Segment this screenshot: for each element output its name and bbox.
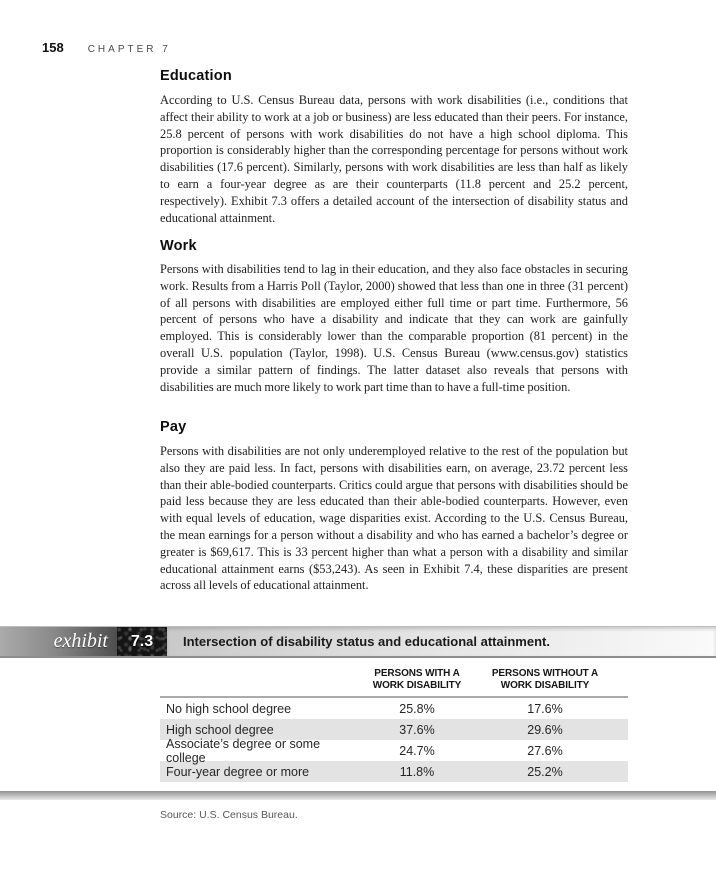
row-label: Associate’s degree or some college xyxy=(166,736,321,765)
exhibit-label-area xyxy=(0,627,117,656)
row-value-without: 17.6% xyxy=(527,701,563,716)
row-value-without: 29.6% xyxy=(527,722,563,737)
table-row xyxy=(160,761,628,782)
header-line: WORK DISABILITY xyxy=(372,679,462,691)
exhibit-title-area xyxy=(167,627,716,656)
work-heading: Work xyxy=(160,238,197,254)
row-label: High school degree xyxy=(166,722,274,737)
header-line: PERSONS WITHOUT A xyxy=(491,668,599,679)
exhibit-table xyxy=(160,668,628,782)
table-header-row xyxy=(160,668,628,698)
row-value-with: 24.7% xyxy=(399,743,435,758)
running-head xyxy=(42,40,171,55)
row-value-with: 37.6% xyxy=(399,722,435,737)
table-row xyxy=(160,698,628,719)
row-value-with: 11.8% xyxy=(399,764,435,779)
header-line: PERSONS WITH A xyxy=(374,668,460,679)
pay-paragraph: Persons with disabilities are not only underemployed relative to the rest of the population but also they are paid less. In fact, persons with disabilities earn, on average, 23.72 percent less than their able-bodied counterparts. Critics could argue that persons with disabilities should be paid less because they are less educated than their able-bodied counterparts. However, even with equal levels of education, wage disparities exist. According to the U.S. Census Bureau, the mean earnings for a person without a disability and who has earned a bachelor’s degree or greater is $69,617. This is 33 percent higher than what a person with a disability and similar educational attainment earns ($53,243). As seen in Exhibit 7.4, these disparities are present across all levels of educational attainment. xyxy=(160,444,628,593)
source-note: Source: U.S. Census Bureau. xyxy=(160,809,298,821)
exhibit-bottom-divider xyxy=(0,791,716,800)
page-number: 158 xyxy=(42,40,64,55)
exhibit-word: exhibit xyxy=(53,630,108,652)
row-value-without: 25.2% xyxy=(527,764,563,779)
table-row xyxy=(160,736,628,765)
exhibit-banner xyxy=(0,626,716,658)
exhibit-number-box xyxy=(117,627,167,656)
education-heading: Education xyxy=(160,68,232,84)
row-label: No high school degree xyxy=(166,701,292,716)
table-header-without-disability xyxy=(484,668,606,691)
header-line: WORK DISABILITY xyxy=(500,679,590,691)
table-header-with-disability xyxy=(350,668,484,691)
table-body xyxy=(160,698,628,782)
exhibit-number: 7.3 xyxy=(130,632,154,650)
chapter-label: CHAPTER 7 xyxy=(87,44,171,55)
row-value-without: 27.6% xyxy=(527,743,563,758)
row-label: Four-year degree or more xyxy=(166,764,310,779)
row-value-with: 25.8% xyxy=(399,701,435,716)
pay-heading: Pay xyxy=(160,419,187,435)
work-paragraph: Persons with disabilities tend to lag in their education, and they also face obstacles in securing work. Results from a Harris Poll (Taylor, 2000) showed that less than one in three (31 percent) of all persons with disabilities are employed either full time or part time. Furthermore, 56 percent of persons who have a disability and indicate that they can work are gainfully employed. This is considerably lower than the comparable proportion (81 percent) in the overall U.S. population (Taylor, 1998). U.S. Census Bureau (www.census.gov) statistics provide a similar pattern of findings. The latter dataset also reveals that persons with disabilities are much more likely to work part time than to have a full-time position. xyxy=(160,262,628,394)
exhibit-title: Intersection of disability status and educational attainment. xyxy=(183,634,550,649)
education-paragraph: According to U.S. Census Bureau data, persons with work disabilities (i.e., conditions that affect their ability to work at a job or business) are less educated than their peers. For instance, 25.8 percent of persons with work disabilities do not have a high school diploma. This proportion is considerably higher than the corresponding percentage for persons without work disabilities (17.6 percent). Similarly, persons with work disabilities are less than half as likely to earn a four-year degree as are their counterparts (11.8 percent and 25.2 percent, respectively). Exhibit 7.3 offers a detailed account of the intersection of disability status and educational attainment. xyxy=(160,93,628,225)
